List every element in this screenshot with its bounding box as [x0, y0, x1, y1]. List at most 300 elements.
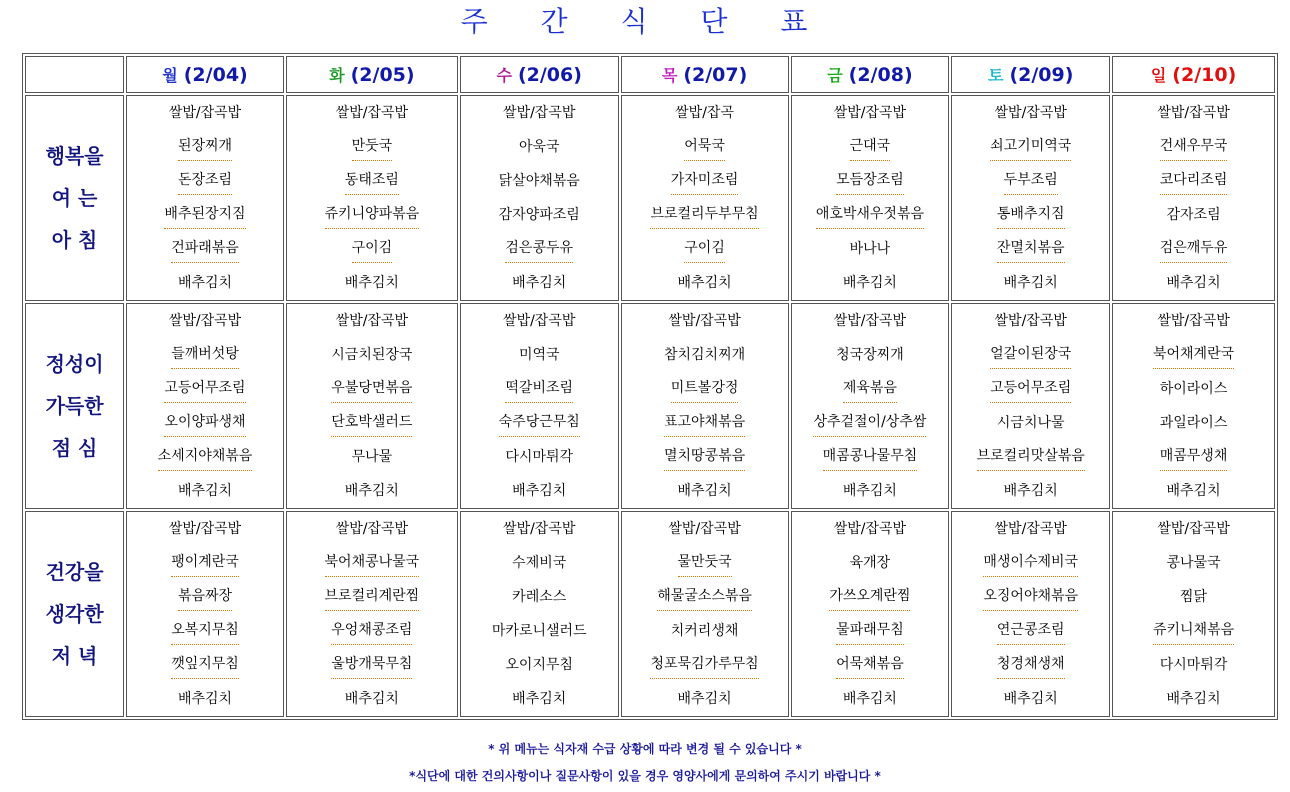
dish-name: 근대국 [850, 133, 891, 161]
dish-item [792, 338, 949, 372]
dish-item [127, 304, 283, 338]
dish-item [792, 304, 949, 338]
menu-cell [1112, 511, 1275, 717]
dish-name: 두부조림 [1004, 167, 1058, 195]
dish-name: 배추김치 [177, 691, 233, 707]
dish-item [127, 406, 283, 440]
dish-name: 모듬장조림 [836, 167, 904, 195]
dish-item [1113, 546, 1274, 580]
dish-item [461, 130, 618, 164]
dish-item [287, 614, 457, 648]
dish-item [127, 266, 283, 300]
dish-item [1113, 338, 1274, 372]
meal-label [25, 303, 124, 509]
dish-item [792, 682, 949, 716]
dish-item [127, 164, 283, 198]
dish-name: 배추김치 [1003, 275, 1058, 291]
dish-name: 단호박샐러드 [331, 409, 412, 437]
dish-name: 배추김치 [1166, 275, 1221, 291]
dish-name: 쌀밥/잡곡밥 [833, 105, 907, 121]
dish-name: 쌀밥/잡곡밥 [168, 521, 242, 537]
dish-name: 배추김치 [1003, 691, 1058, 707]
dish-item [461, 96, 618, 130]
dish-item [622, 512, 788, 546]
dish-item [461, 440, 618, 474]
day-icon: 목 [661, 66, 678, 85]
dish-item [127, 338, 283, 372]
dish-item [1113, 130, 1274, 164]
dish-item [792, 474, 949, 508]
menu-cell [621, 303, 789, 509]
dish-item [461, 546, 618, 580]
dish-name: 미트볼강정 [671, 375, 739, 403]
meal-label [25, 511, 124, 717]
dish-item [127, 440, 283, 474]
dish-item [952, 580, 1109, 614]
dish-item [1113, 164, 1274, 198]
dish-name: 가쓰오계란찜 [829, 583, 910, 611]
meal-label-line: 가득한 [45, 394, 104, 418]
dish-item [1113, 198, 1274, 232]
dish-name: 배추김치 [512, 691, 567, 707]
dish-item [287, 440, 457, 474]
page-title: 주 간 식 단 표 [460, 5, 830, 38]
dish-name: 건새우무국 [1160, 133, 1228, 161]
menu-cell [1112, 95, 1275, 301]
dish-item [952, 232, 1109, 266]
dish-item [461, 372, 618, 406]
meal-label-line: 아 침 [51, 228, 98, 252]
dish-item [792, 440, 949, 474]
day-date: (2/06) [517, 64, 582, 86]
day-icon: 일 [1150, 66, 1167, 85]
dish-name: 볶음짜장 [178, 583, 232, 611]
dish-item [461, 232, 618, 266]
day-icon: 토 [987, 66, 1004, 85]
dish-item [622, 338, 788, 372]
dish-name: 숙주당근무침 [499, 409, 580, 437]
dish-item [461, 474, 618, 508]
dish-item [952, 512, 1109, 546]
meal-row-0 [25, 95, 1275, 301]
dish-item [622, 164, 788, 198]
dish-name: 쌀밥/잡곡밥 [335, 521, 409, 537]
dish-name: 북어채콩나물국 [325, 549, 420, 577]
dish-item [127, 614, 283, 648]
day-icon: 화 [329, 66, 345, 85]
day-date: (2/08) [848, 64, 913, 86]
dish-item [1113, 614, 1274, 648]
dish-name: 깻잎지무침 [171, 651, 239, 679]
dish-item [127, 232, 283, 266]
dish-item [952, 406, 1109, 440]
dish-item [461, 338, 618, 372]
dish-name: 오복지무침 [171, 617, 239, 645]
menu-cell [791, 511, 950, 717]
day-date: (2/10) [1172, 64, 1237, 86]
dish-name: 배추김치 [344, 483, 399, 499]
dish-name: 육개장 [849, 555, 891, 571]
day-date: (2/05) [350, 64, 415, 86]
menu-cell [1112, 303, 1275, 509]
dish-name: 검은콩두유 [505, 235, 573, 263]
dish-item [952, 648, 1109, 682]
dish-name: 배추김치 [177, 275, 233, 291]
dish-item [127, 580, 283, 614]
dish-item [1113, 580, 1274, 614]
dish-item [287, 198, 457, 232]
dish-name: 구이김 [352, 235, 393, 263]
dish-name: 제육볶음 [843, 375, 897, 403]
menu-body [25, 95, 1275, 717]
dish-name: 쇠고기미역국 [990, 133, 1071, 161]
dish-name: 치커리생채 [670, 623, 739, 639]
dish-item [1113, 406, 1274, 440]
day-date: (2/04) [183, 64, 248, 86]
dish-item [127, 130, 283, 164]
dish-name: 쌀밥/잡곡밥 [668, 313, 741, 329]
day-icon: 수 [496, 66, 512, 85]
dish-name: 배추김치 [512, 275, 567, 291]
dish-item [792, 512, 949, 546]
dish-name: 통배추지짐 [997, 201, 1065, 229]
day-header-2 [460, 56, 619, 93]
day-date: (2/09) [1009, 64, 1074, 86]
dish-item [622, 474, 788, 508]
meal-label-line: 생각한 [45, 602, 104, 626]
dish-name: 쌀밥/잡곡밥 [168, 105, 242, 121]
dish-item [792, 232, 949, 266]
dish-name: 고등어무조림 [990, 375, 1071, 403]
dish-item [792, 198, 949, 232]
dish-name: 잔멸치볶음 [997, 235, 1065, 263]
dish-name: 배추김치 [1166, 483, 1221, 499]
dish-name: 쌀밥/잡곡밥 [668, 521, 741, 537]
dish-item [622, 546, 788, 580]
menu-cell [951, 511, 1110, 717]
dish-name: 구이김 [684, 235, 725, 263]
dish-item [1113, 512, 1274, 546]
menu-cell [286, 303, 458, 509]
dish-item [792, 266, 949, 300]
dish-name: 브로컬리두부무침 [650, 201, 758, 229]
dish-item [1113, 232, 1274, 266]
meal-label [25, 95, 124, 301]
dish-name: 배추된장지짐 [164, 201, 245, 229]
day-header-4 [791, 56, 950, 93]
dish-name: 북어채계란국 [1153, 341, 1234, 369]
dish-name: 배추김치 [677, 691, 732, 707]
dish-name: 검은깨두유 [1160, 235, 1228, 263]
dish-item [287, 304, 457, 338]
menu-cell [460, 511, 619, 717]
dish-name: 아욱국 [518, 139, 560, 155]
dish-name: 쥬키니양파볶음 [325, 201, 420, 229]
dish-item [792, 648, 949, 682]
dish-name: 쌀밥/잡곡밥 [994, 105, 1067, 121]
dish-item [622, 130, 788, 164]
dish-name: 배추김치 [677, 275, 732, 291]
dish-item [952, 546, 1109, 580]
dish-item [622, 648, 788, 682]
dish-item [127, 682, 283, 716]
dish-name: 가자미조림 [671, 167, 739, 195]
menu-cell [126, 303, 284, 509]
dish-item [287, 372, 457, 406]
menu-cell [951, 95, 1110, 301]
dish-item [461, 304, 618, 338]
dish-item [622, 580, 788, 614]
corner-cell [25, 56, 124, 93]
dish-item [1113, 96, 1274, 130]
dish-item [622, 198, 788, 232]
dish-item [461, 266, 618, 300]
dish-item [287, 130, 457, 164]
dish-name: 해물굴소스볶음 [657, 583, 752, 611]
dish-name: 배추김치 [1166, 691, 1221, 707]
dish-item [622, 372, 788, 406]
dish-name: 카레소스 [512, 589, 567, 605]
dish-name: 쌀밥/잡곡밥 [503, 105, 576, 121]
dish-name: 오징어야채볶음 [983, 583, 1078, 611]
dish-name: 쌀밥/잡곡밥 [994, 313, 1067, 329]
dish-name: 된장찌개 [178, 133, 232, 161]
dish-item [622, 440, 788, 474]
dish-item [622, 232, 788, 266]
day-icon: 금 [827, 66, 843, 85]
menu-cell [621, 511, 789, 717]
dish-item [287, 338, 457, 372]
dish-name: 매생이수제비국 [983, 549, 1078, 577]
dish-name: 애호박새우젓볶음 [816, 201, 924, 229]
dish-name: 쌀밥/잡곡밥 [994, 521, 1067, 537]
dish-name: 감자양파조림 [498, 207, 580, 223]
dish-item [792, 164, 949, 198]
menu-cell [621, 95, 789, 301]
dish-item [461, 682, 618, 716]
note-line-1: * 위 메뉴는 식자재 수급 상황에 따라 변경 될 수 있습니다 * [488, 742, 802, 756]
meal-label-line: 점 심 [51, 436, 98, 460]
dish-item [792, 580, 949, 614]
meal-label-line: 저 녁 [51, 644, 98, 668]
dish-name: 떡갈비조림 [505, 375, 573, 403]
menu-cell [286, 95, 458, 301]
dish-name: 쌀밥/잡곡 [675, 105, 734, 121]
dish-name: 청포묵김가루무침 [650, 651, 758, 679]
dish-item [461, 648, 618, 682]
dish-item [952, 164, 1109, 198]
dish-item [1113, 440, 1274, 474]
dish-name: 쥬키니채볶음 [1153, 617, 1234, 645]
dish-name: 미역국 [518, 347, 560, 363]
dish-name: 다시마튀각 [505, 449, 574, 465]
day-header-3 [621, 56, 789, 93]
dish-name: 쌀밥/잡곡밥 [503, 521, 576, 537]
dish-item [461, 580, 618, 614]
weekly-menu-table [22, 53, 1278, 720]
dish-item [622, 682, 788, 716]
dish-item [127, 372, 283, 406]
dish-name: 시금치된장국 [331, 347, 413, 363]
meal-label-line: 행복을 [45, 144, 104, 168]
dish-name: 표고야채볶음 [664, 409, 745, 437]
dish-name: 건파래볶음 [171, 235, 239, 263]
dish-name: 과일라이스 [1159, 415, 1228, 431]
dish-name: 돈장조림 [178, 167, 232, 195]
dish-item [952, 338, 1109, 372]
dish-name: 하이라이스 [1159, 381, 1228, 397]
dish-name: 울방개묵무침 [331, 651, 412, 679]
dish-name: 동태조림 [345, 167, 399, 195]
dish-item [952, 682, 1109, 716]
meal-row-1 [25, 303, 1275, 509]
dish-name: 만둣국 [352, 133, 393, 161]
dish-name: 매콤무생채 [1160, 443, 1228, 471]
day-date: (2/07) [683, 64, 748, 86]
dish-name: 청경채생채 [997, 651, 1065, 679]
dish-name: 배추김치 [344, 275, 399, 291]
dish-name: 물파래무침 [836, 617, 904, 645]
dish-item [461, 164, 618, 198]
dish-item [952, 474, 1109, 508]
dish-name: 배추김치 [344, 691, 399, 707]
menu-cell [460, 303, 619, 509]
menu-cell [286, 511, 458, 717]
dish-item [952, 96, 1109, 130]
dish-item [622, 96, 788, 130]
dish-name: 들깨버섯탕 [171, 341, 239, 369]
dish-name: 바나나 [849, 241, 891, 257]
day-header-1 [286, 56, 458, 93]
dish-name: 배추김치 [1003, 483, 1058, 499]
dish-item [287, 474, 457, 508]
dish-name: 배추김치 [842, 691, 897, 707]
dish-item [461, 512, 618, 546]
dish-name: 팽이계란국 [171, 549, 239, 577]
dish-name: 오이지무침 [505, 657, 574, 673]
dish-item [952, 440, 1109, 474]
dish-name: 마카로니샐러드 [491, 623, 587, 639]
dish-item [1113, 648, 1274, 682]
dish-name: 쌀밥/잡곡밥 [833, 521, 907, 537]
dish-item [287, 406, 457, 440]
dish-item [127, 96, 283, 130]
dish-item [1113, 474, 1274, 508]
dish-item [287, 266, 457, 300]
dish-name: 멸치땅콩볶음 [664, 443, 745, 471]
dish-item [952, 130, 1109, 164]
dish-name: 닭살야채볶음 [498, 173, 580, 189]
dish-item [622, 266, 788, 300]
dish-name: 매콤콩나물무침 [823, 443, 918, 471]
dish-item [1113, 372, 1274, 406]
day-header-5 [951, 56, 1110, 93]
dish-name: 쌀밥/잡곡밥 [503, 313, 576, 329]
dish-name: 배추김치 [842, 275, 897, 291]
dish-item [127, 648, 283, 682]
menu-cell [791, 303, 950, 509]
meal-label-line: 정성이 [45, 352, 104, 376]
dish-name: 배추김치 [677, 483, 732, 499]
meal-label-line: 여 는 [51, 186, 98, 210]
dish-name: 콩나물국 [1166, 555, 1221, 571]
dish-item [952, 304, 1109, 338]
dish-name: 다시마튀각 [1159, 657, 1228, 673]
menu-cell [126, 511, 284, 717]
dish-name: 오이양파생채 [164, 409, 245, 437]
dish-name: 브로컬리맛살볶음 [977, 443, 1085, 471]
dish-item [287, 580, 457, 614]
dish-name: 배추김치 [842, 483, 897, 499]
dish-name: 코다리조림 [1160, 167, 1228, 195]
menu-cell [460, 95, 619, 301]
dish-name: 수제비국 [512, 555, 567, 571]
day-header-0 [126, 56, 284, 93]
dish-name: 우엉채콩조림 [331, 617, 412, 645]
header-row [25, 56, 1275, 93]
dish-name: 찜닭 [1180, 589, 1208, 605]
dish-item [461, 406, 618, 440]
dish-item [792, 96, 949, 130]
dish-item [792, 372, 949, 406]
dish-name: 어묵채볶음 [836, 651, 904, 679]
dish-name: 쌀밥/잡곡밥 [335, 313, 409, 329]
menu-cell [951, 303, 1110, 509]
dish-name: 참치김치찌개 [663, 347, 746, 363]
dish-name: 쌀밥/잡곡밥 [1157, 313, 1230, 329]
dish-name: 얼갈이된장국 [990, 341, 1071, 369]
dish-name: 물만둣국 [678, 549, 732, 577]
dish-item [622, 304, 788, 338]
meal-label-line: 건강을 [45, 560, 104, 584]
dish-item [461, 614, 618, 648]
day-header-6 [1112, 56, 1275, 93]
dish-name: 감자조림 [1166, 207, 1221, 223]
dish-name: 어묵국 [684, 133, 725, 161]
meal-row-2 [25, 511, 1275, 717]
dish-item [287, 164, 457, 198]
dish-name: 상추겉절이/상추쌈 [813, 409, 926, 437]
dish-item [622, 406, 788, 440]
dish-name: 쌀밥/잡곡밥 [833, 313, 907, 329]
dish-name: 배추김치 [512, 483, 567, 499]
dish-name: 우불당면볶음 [331, 375, 412, 403]
dish-item [127, 512, 283, 546]
dish-name: 쌀밥/잡곡밥 [335, 105, 409, 121]
dish-name: 쌀밥/잡곡밥 [1157, 521, 1230, 537]
dish-name: 쌀밥/잡곡밥 [168, 313, 242, 329]
dish-item [287, 512, 457, 546]
dish-item [622, 614, 788, 648]
dish-item [792, 406, 949, 440]
dish-item [461, 198, 618, 232]
dish-name: 연근콩조림 [997, 617, 1065, 645]
note-line-2: *식단에 대한 건의사항이나 질문사항이 있을 경우 영양사에게 문의하여 주시기 바랍니다 * [409, 769, 881, 783]
dish-item [792, 546, 949, 580]
dish-name: 배추김치 [177, 483, 233, 499]
dish-item [127, 198, 283, 232]
dish-name: 소세지야채볶음 [158, 443, 253, 471]
menu-cell [126, 95, 284, 301]
dish-item [127, 474, 283, 508]
dish-name: 고등어무조림 [164, 375, 245, 403]
dish-item [287, 96, 457, 130]
dish-item [287, 546, 457, 580]
dish-item [952, 266, 1109, 300]
dish-item [127, 546, 283, 580]
dish-name: 청국장찌개 [836, 347, 904, 363]
menu-cell [791, 95, 950, 301]
